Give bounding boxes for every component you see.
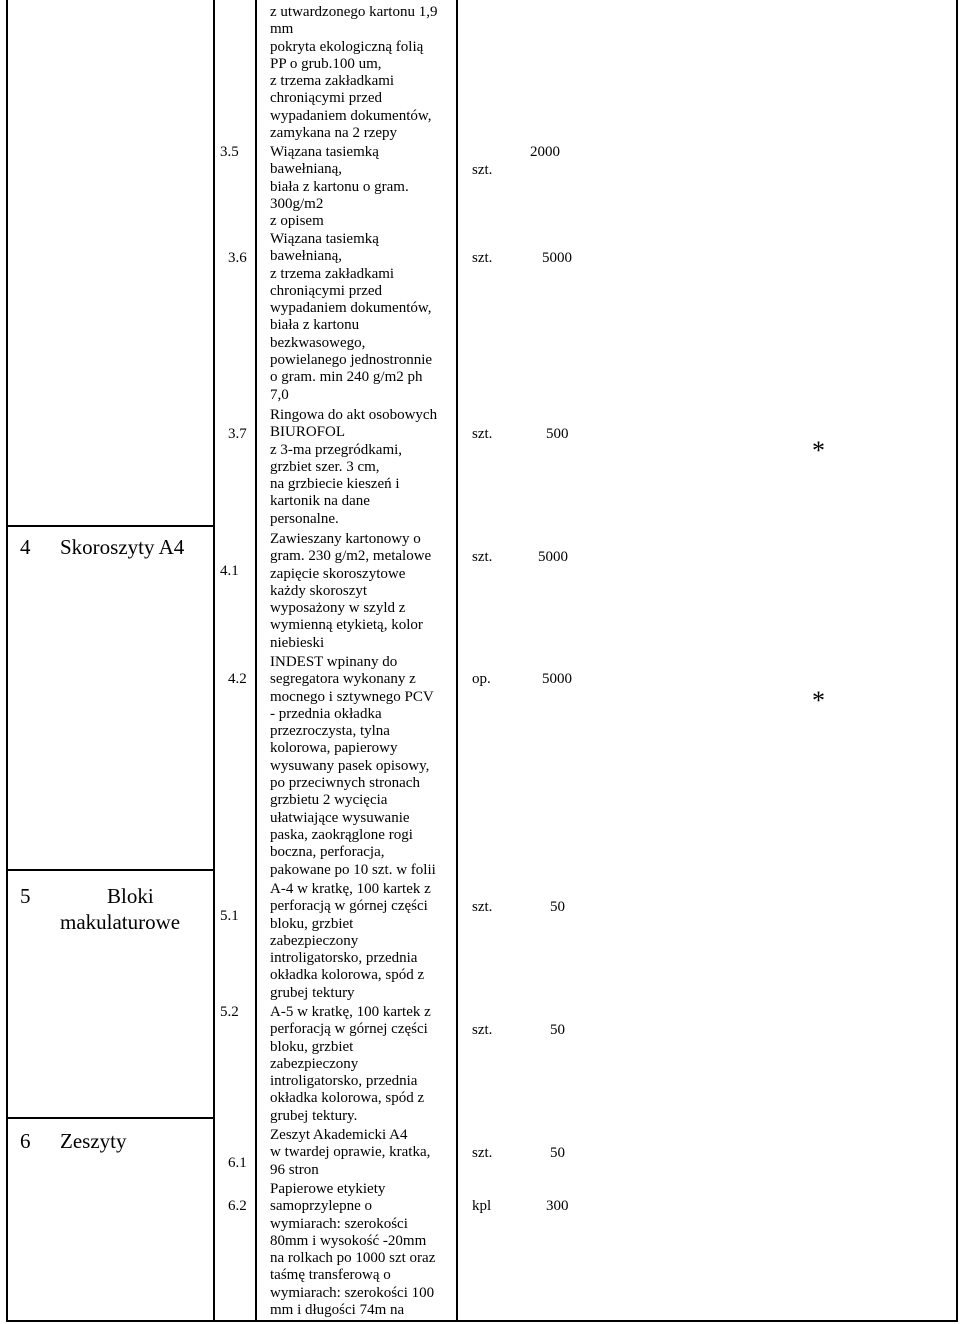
row-description [270, 407, 452, 528]
description-line: - przednia okładka [270, 705, 382, 722]
row-unit: op. [472, 671, 491, 687]
category-5-number: 5 [20, 884, 31, 908]
row-number: 4.1 [220, 563, 239, 579]
row-unit: kpl [472, 1198, 492, 1214]
category-divider-4 [6, 525, 215, 527]
description-line: bawełnianą, [270, 161, 343, 178]
description-line: grzbiet szer. 3 cm, [270, 458, 380, 475]
row-quantity: 5000 [538, 549, 568, 565]
description-line: na grzbiecie kieszeń i [270, 476, 400, 493]
description-line: Wiązana tasiemką [270, 231, 379, 247]
row-unit: szt. [472, 899, 493, 915]
description-line: grubej tektury [270, 984, 355, 1001]
row-description [270, 654, 452, 879]
row-quantity: 500 [546, 426, 569, 442]
description-line: bawełnianą, [270, 248, 343, 265]
description-line: PP o grub.100 um, [270, 55, 382, 72]
row-number: 5.1 [220, 908, 239, 924]
description-line: z 3-ma przegródkami, [270, 441, 403, 458]
description-line: na rolkach po 1000 szt oraz [270, 1250, 436, 1267]
category-4-number: 4 [20, 535, 31, 559]
description-line: bloku, grzbiet [270, 915, 354, 932]
row-description [270, 1127, 452, 1179]
description-line: Ringowa do akt osobowych [270, 407, 438, 423]
description-line: grubej tektury. [270, 1107, 358, 1124]
description-line: mocnego i sztywnego PCV [270, 688, 434, 705]
row-number: 6.2 [228, 1198, 247, 1214]
description-line: z trzema zakładkami [270, 265, 395, 282]
grid-line-left [6, 0, 8, 1322]
description-line: 80mm i wysokość -20mm [270, 1232, 427, 1249]
row-number: 6.1 [228, 1155, 247, 1171]
row-description [270, 881, 452, 1002]
description-line: z opisem [270, 213, 324, 230]
description-line: perforacją w górnej części [270, 1021, 428, 1038]
row-quantity: 50 [550, 1022, 565, 1038]
description-line: niebieski [270, 634, 325, 651]
category-divider-6 [6, 1117, 215, 1119]
description-line: pokryta ekologiczną folią [270, 38, 424, 55]
row-quantity: 2000 [530, 144, 560, 160]
description-line: zabezpieczony [270, 1055, 359, 1072]
grid-line-right [956, 0, 958, 1322]
grid-line-col3 [456, 0, 458, 1322]
category-6-number: 6 [20, 1129, 31, 1153]
table-bottom-line [6, 1320, 958, 1322]
description-line: Papierowe etykiety [270, 1181, 386, 1197]
description-line: wymiarach: szerokości 100 [270, 1284, 435, 1301]
row-quantity: 5000 [542, 671, 572, 687]
description-line: personalne. [270, 510, 339, 527]
asterisk-mark: * [812, 686, 825, 715]
category-5-name-line2: makulaturowe [60, 910, 181, 934]
description-line: każdy skoroszyt [270, 582, 368, 599]
row-number: 3.5 [220, 144, 239, 160]
description-line: INDEST wpinany do [270, 654, 398, 670]
description-line: okładka kolorowa, spód z [270, 1090, 425, 1107]
row-unit: szt. [472, 1022, 493, 1038]
description-line: pakowane po 10 szt. w folii [270, 861, 436, 878]
grid-line-col2 [255, 0, 257, 1322]
row-description [270, 231, 452, 404]
row-number: 3.6 [228, 250, 247, 266]
row-quantity: 50 [550, 1145, 565, 1161]
description-line: bezkwasowego, [270, 334, 366, 351]
description-line: chroniącymi przed [270, 282, 383, 299]
description-line: introligatorsko, przednia [270, 1073, 418, 1090]
description-line: introligatorsko, przednia [270, 950, 418, 967]
description-line: taśmę transferową o [270, 1267, 391, 1284]
description-line: A-4 w kratkę, 100 kartek z [270, 881, 431, 897]
description-line: segregatora wykonany z [270, 671, 416, 688]
description-line: A-5 w kratkę, 100 kartek z [270, 1004, 431, 1020]
description-line: boczna, perforacja, [270, 844, 385, 861]
category-4-name: Skoroszyty A4 [60, 535, 185, 559]
description-line: gram. 230 g/m2, metalowe [270, 548, 432, 565]
row-description [270, 531, 452, 652]
description-line: perforacją w górnej części [270, 898, 428, 915]
description-line: po przeciwnych stronach [270, 775, 420, 792]
description-line: wymienną etykietą, kolor [270, 617, 423, 634]
description-line: 7,0 [270, 386, 289, 403]
row-quantity: 300 [546, 1198, 569, 1214]
description-line: o gram. min 240 g/m2 ph [270, 369, 423, 386]
description-line: powielanego jednostronnie [270, 352, 433, 369]
description-line: kolorowa, papierowy [270, 740, 398, 757]
description-line: z trzema zakładkami [270, 73, 395, 90]
row-number: 4.2 [228, 671, 247, 687]
description-line: paska, zaokrąglone rogi [270, 826, 413, 843]
description-line: Zawieszany kartonowy o [270, 531, 421, 547]
description-line: biała z kartonu [270, 317, 360, 334]
description-line: chroniącymi przed [270, 90, 383, 107]
description-line: wymiarach: szerokości [270, 1215, 408, 1232]
row-description [270, 1181, 452, 1319]
row-unit: szt. [472, 162, 493, 178]
description-line: samoprzylepne o [270, 1198, 373, 1215]
row-quantity: 50 [550, 899, 565, 915]
description-line: 96 stron [270, 1161, 319, 1178]
row-quantity: 5000 [542, 250, 572, 266]
description-line: grzbietu 2 wycięcia [270, 792, 388, 809]
description-line: kartonik na dane [270, 493, 370, 510]
row-description [270, 144, 452, 230]
description-line: w twardej oprawie, kratka, [270, 1144, 431, 1161]
row-number: 3.7 [228, 426, 247, 442]
description-line: biała z kartonu o gram. [270, 178, 409, 195]
category-divider-5 [6, 869, 215, 871]
description-line: BIUROFOL [270, 424, 346, 441]
description-line: 300g/m2 [270, 195, 324, 212]
row-unit: szt. [472, 250, 493, 266]
description-line: zamykana na 2 rzepy [270, 125, 398, 142]
description-line: okładka kolorowa, spód z [270, 967, 425, 984]
description-line: zapięcie skoroszytowe [270, 565, 406, 582]
row-unit: szt. [472, 549, 493, 565]
description-line: Zeszyt Akademicki A4 [270, 1127, 408, 1143]
description-line: przezroczysta, tylna [270, 723, 390, 740]
description-line: wypadaniem dokumentów, [270, 300, 432, 317]
description-line: Wiązana tasiemką [270, 144, 379, 160]
asterisk-mark: * [812, 436, 825, 465]
description-line: z utwardzonego kartonu 1,9 [270, 4, 438, 20]
row-number: 5.2 [220, 1004, 239, 1020]
description-line: wysuwany pasek opisowy, [270, 757, 430, 774]
row-unit: szt. [472, 426, 493, 442]
description-line: mm i długości 74m na [270, 1302, 405, 1319]
row-description [270, 4, 452, 142]
grid-line-col1 [213, 0, 215, 1322]
description-line: wyposażony w szyld z [270, 600, 406, 617]
row-unit: szt. [472, 1145, 493, 1161]
row-description [270, 1004, 452, 1125]
category-6-name: Zeszyty [60, 1129, 127, 1153]
description-line: mm [270, 21, 294, 38]
category-5-name-line1: Bloki [107, 884, 154, 908]
description-line: ułatwiające wysuwanie [270, 809, 410, 826]
description-line: bloku, grzbiet [270, 1038, 354, 1055]
description-line: wypadaniem dokumentów, [270, 107, 432, 124]
description-line: zabezpieczony [270, 932, 359, 949]
